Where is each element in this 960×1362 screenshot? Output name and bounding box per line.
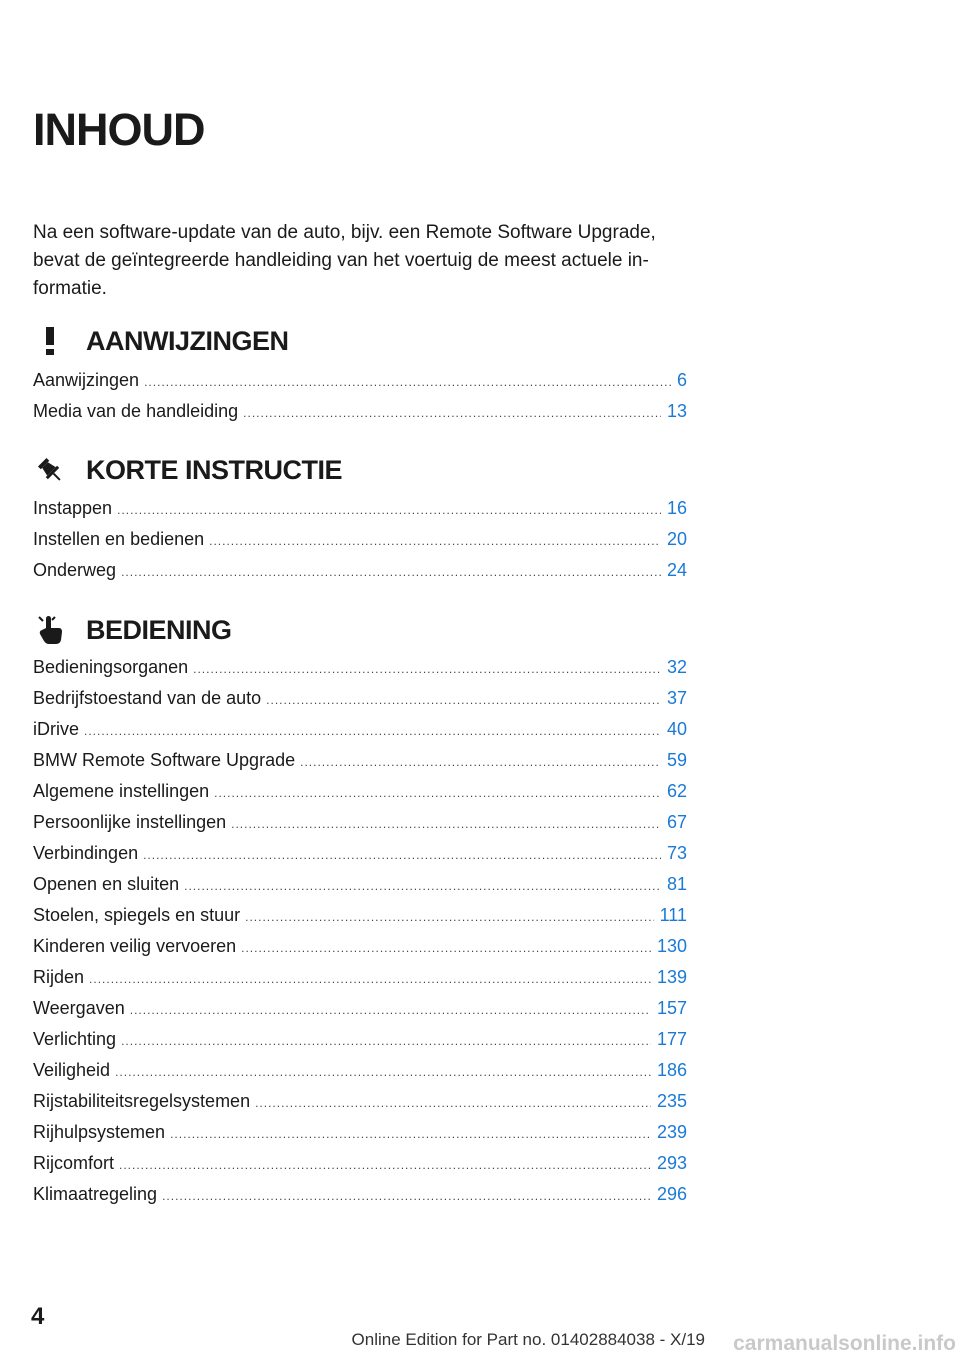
footer-edition: Online Edition for Part no. 01402884038 - X/19 — [351, 1330, 705, 1349]
toc-entry[interactable] — [33, 714, 687, 745]
section-title: AANWIJZINGEN — [86, 326, 289, 356]
toc-label: Rijhulpsystemen — [33, 1122, 166, 1142]
section-header — [33, 451, 687, 491]
toc-entry-media[interactable] — [33, 396, 687, 427]
toc-entry-onderweg[interactable] — [33, 555, 687, 586]
toc-label: Weergaven — [33, 998, 125, 1018]
toc-label: Rijstabiliteitsregelsystemen — [33, 1091, 251, 1111]
toc-entry[interactable] — [33, 900, 687, 931]
toc-entry-instappen[interactable] — [33, 493, 687, 524]
toc-page-link[interactable]: 40 — [666, 719, 687, 739]
toc-label: Openen en sluiten — [33, 874, 180, 894]
toc-page-link[interactable]: 13 — [666, 401, 687, 421]
toc-page-link[interactable]: 6 — [676, 370, 687, 390]
page-title: INHOUD — [33, 104, 205, 155]
toc-label: Onderweg — [33, 560, 117, 580]
toc-list — [33, 652, 687, 1210]
toc-entry-instellen[interactable] — [33, 524, 687, 555]
toc-entry[interactable] — [33, 1179, 687, 1210]
toc-entry[interactable] — [33, 993, 687, 1024]
toc-entry[interactable] — [33, 1024, 687, 1055]
toc-page-link[interactable]: 59 — [666, 750, 687, 770]
toc-page-link[interactable]: 24 — [666, 560, 687, 580]
toc-entry[interactable] — [33, 962, 687, 993]
toc-page-link[interactable]: 20 — [666, 529, 687, 549]
watermark: carmanualsonline.info — [733, 1332, 956, 1355]
toc-label: Klimaatregeling — [33, 1184, 158, 1204]
toc-entry[interactable] — [33, 745, 687, 776]
section-korte-instructie — [33, 451, 687, 586]
toc-entry-aanwijzingen[interactable] — [33, 365, 687, 396]
section-title: BEDIENING — [86, 615, 232, 645]
toc-label: Verbindingen — [33, 843, 139, 863]
hand-pointer-icon — [33, 613, 67, 647]
toc-page-link[interactable]: 157 — [656, 998, 687, 1018]
toc-label: Persoonlijke instellingen — [33, 812, 227, 832]
toc-entry[interactable] — [33, 931, 687, 962]
toc-label: Stoelen, spiegels en stuur — [33, 905, 241, 925]
toc-entry[interactable] — [33, 1055, 687, 1086]
section-title: KORTE INSTRUCTIE — [86, 455, 343, 485]
section-aanwijzingen — [33, 322, 687, 427]
toc-list — [33, 493, 687, 586]
toc-label: Verlichting — [33, 1029, 117, 1049]
toc-label: Veiligheid — [33, 1060, 111, 1080]
toc-page-link[interactable]: 62 — [666, 781, 687, 801]
toc-page-link[interactable]: 16 — [666, 498, 687, 518]
intro-paragraph: Na een software-update van de auto, bijv. een Remote Software Upgrade, bevat de geïntegreerde handleiding van het voertuig de meest actuele informatie. — [33, 222, 656, 299]
toc-entry[interactable] — [33, 776, 687, 807]
toc-label: Instappen — [33, 498, 113, 518]
toc-label: Aanwijzingen — [33, 370, 140, 390]
toc-entry[interactable] — [33, 1148, 687, 1179]
toc-page-link[interactable]: 293 — [656, 1153, 687, 1173]
toc-label: Media van de handleiding — [33, 401, 239, 421]
toc-label: iDrive — [33, 719, 80, 739]
toc-page-link[interactable]: 177 — [656, 1029, 687, 1049]
section-header — [33, 322, 687, 362]
section-header — [33, 611, 687, 651]
toc-page-link[interactable]: 186 — [656, 1060, 687, 1080]
toc-page-link[interactable]: 139 — [656, 967, 687, 987]
toc-entry[interactable] — [33, 1117, 687, 1148]
toc-label: Kinderen veilig vervoeren — [33, 936, 237, 956]
toc-list — [33, 365, 687, 427]
toc-page-link[interactable]: 111 — [659, 905, 687, 925]
toc-label: Algemene instellingen — [33, 781, 210, 801]
toc-page-link[interactable]: 239 — [656, 1122, 687, 1142]
toc-entry[interactable] — [33, 838, 687, 869]
toc-label: Rijden — [33, 967, 85, 987]
toc-page-link[interactable]: 81 — [666, 874, 687, 894]
toc-label: Bedieningsorganen — [33, 657, 189, 677]
toc-page-link[interactable]: 235 — [656, 1091, 687, 1111]
toc-entry[interactable] — [33, 807, 687, 838]
toc-page-link[interactable]: 130 — [656, 936, 687, 956]
toc-label: BMW Remote Software Upgrade — [33, 750, 296, 770]
pin-icon — [33, 453, 67, 487]
toc-entry[interactable] — [33, 1086, 687, 1117]
toc-page-link[interactable]: 73 — [666, 843, 687, 863]
toc-entry[interactable] — [33, 652, 687, 683]
toc-page-link[interactable]: 67 — [666, 812, 687, 832]
toc-page-link[interactable]: 37 — [666, 688, 687, 708]
section-bediening — [33, 611, 687, 1210]
toc-entry[interactable] — [33, 683, 687, 714]
toc-label: Instellen en bedienen — [33, 529, 205, 549]
page-number: 4 — [31, 1303, 45, 1330]
toc-label: Rijcomfort — [33, 1153, 115, 1173]
exclamation-icon — [33, 324, 67, 358]
toc-page-link[interactable]: 32 — [666, 657, 687, 677]
toc-page-link[interactable]: 296 — [656, 1184, 687, 1204]
toc-entry[interactable] — [33, 869, 687, 900]
toc-label: Bedrijfstoestand van de auto — [33, 688, 262, 708]
